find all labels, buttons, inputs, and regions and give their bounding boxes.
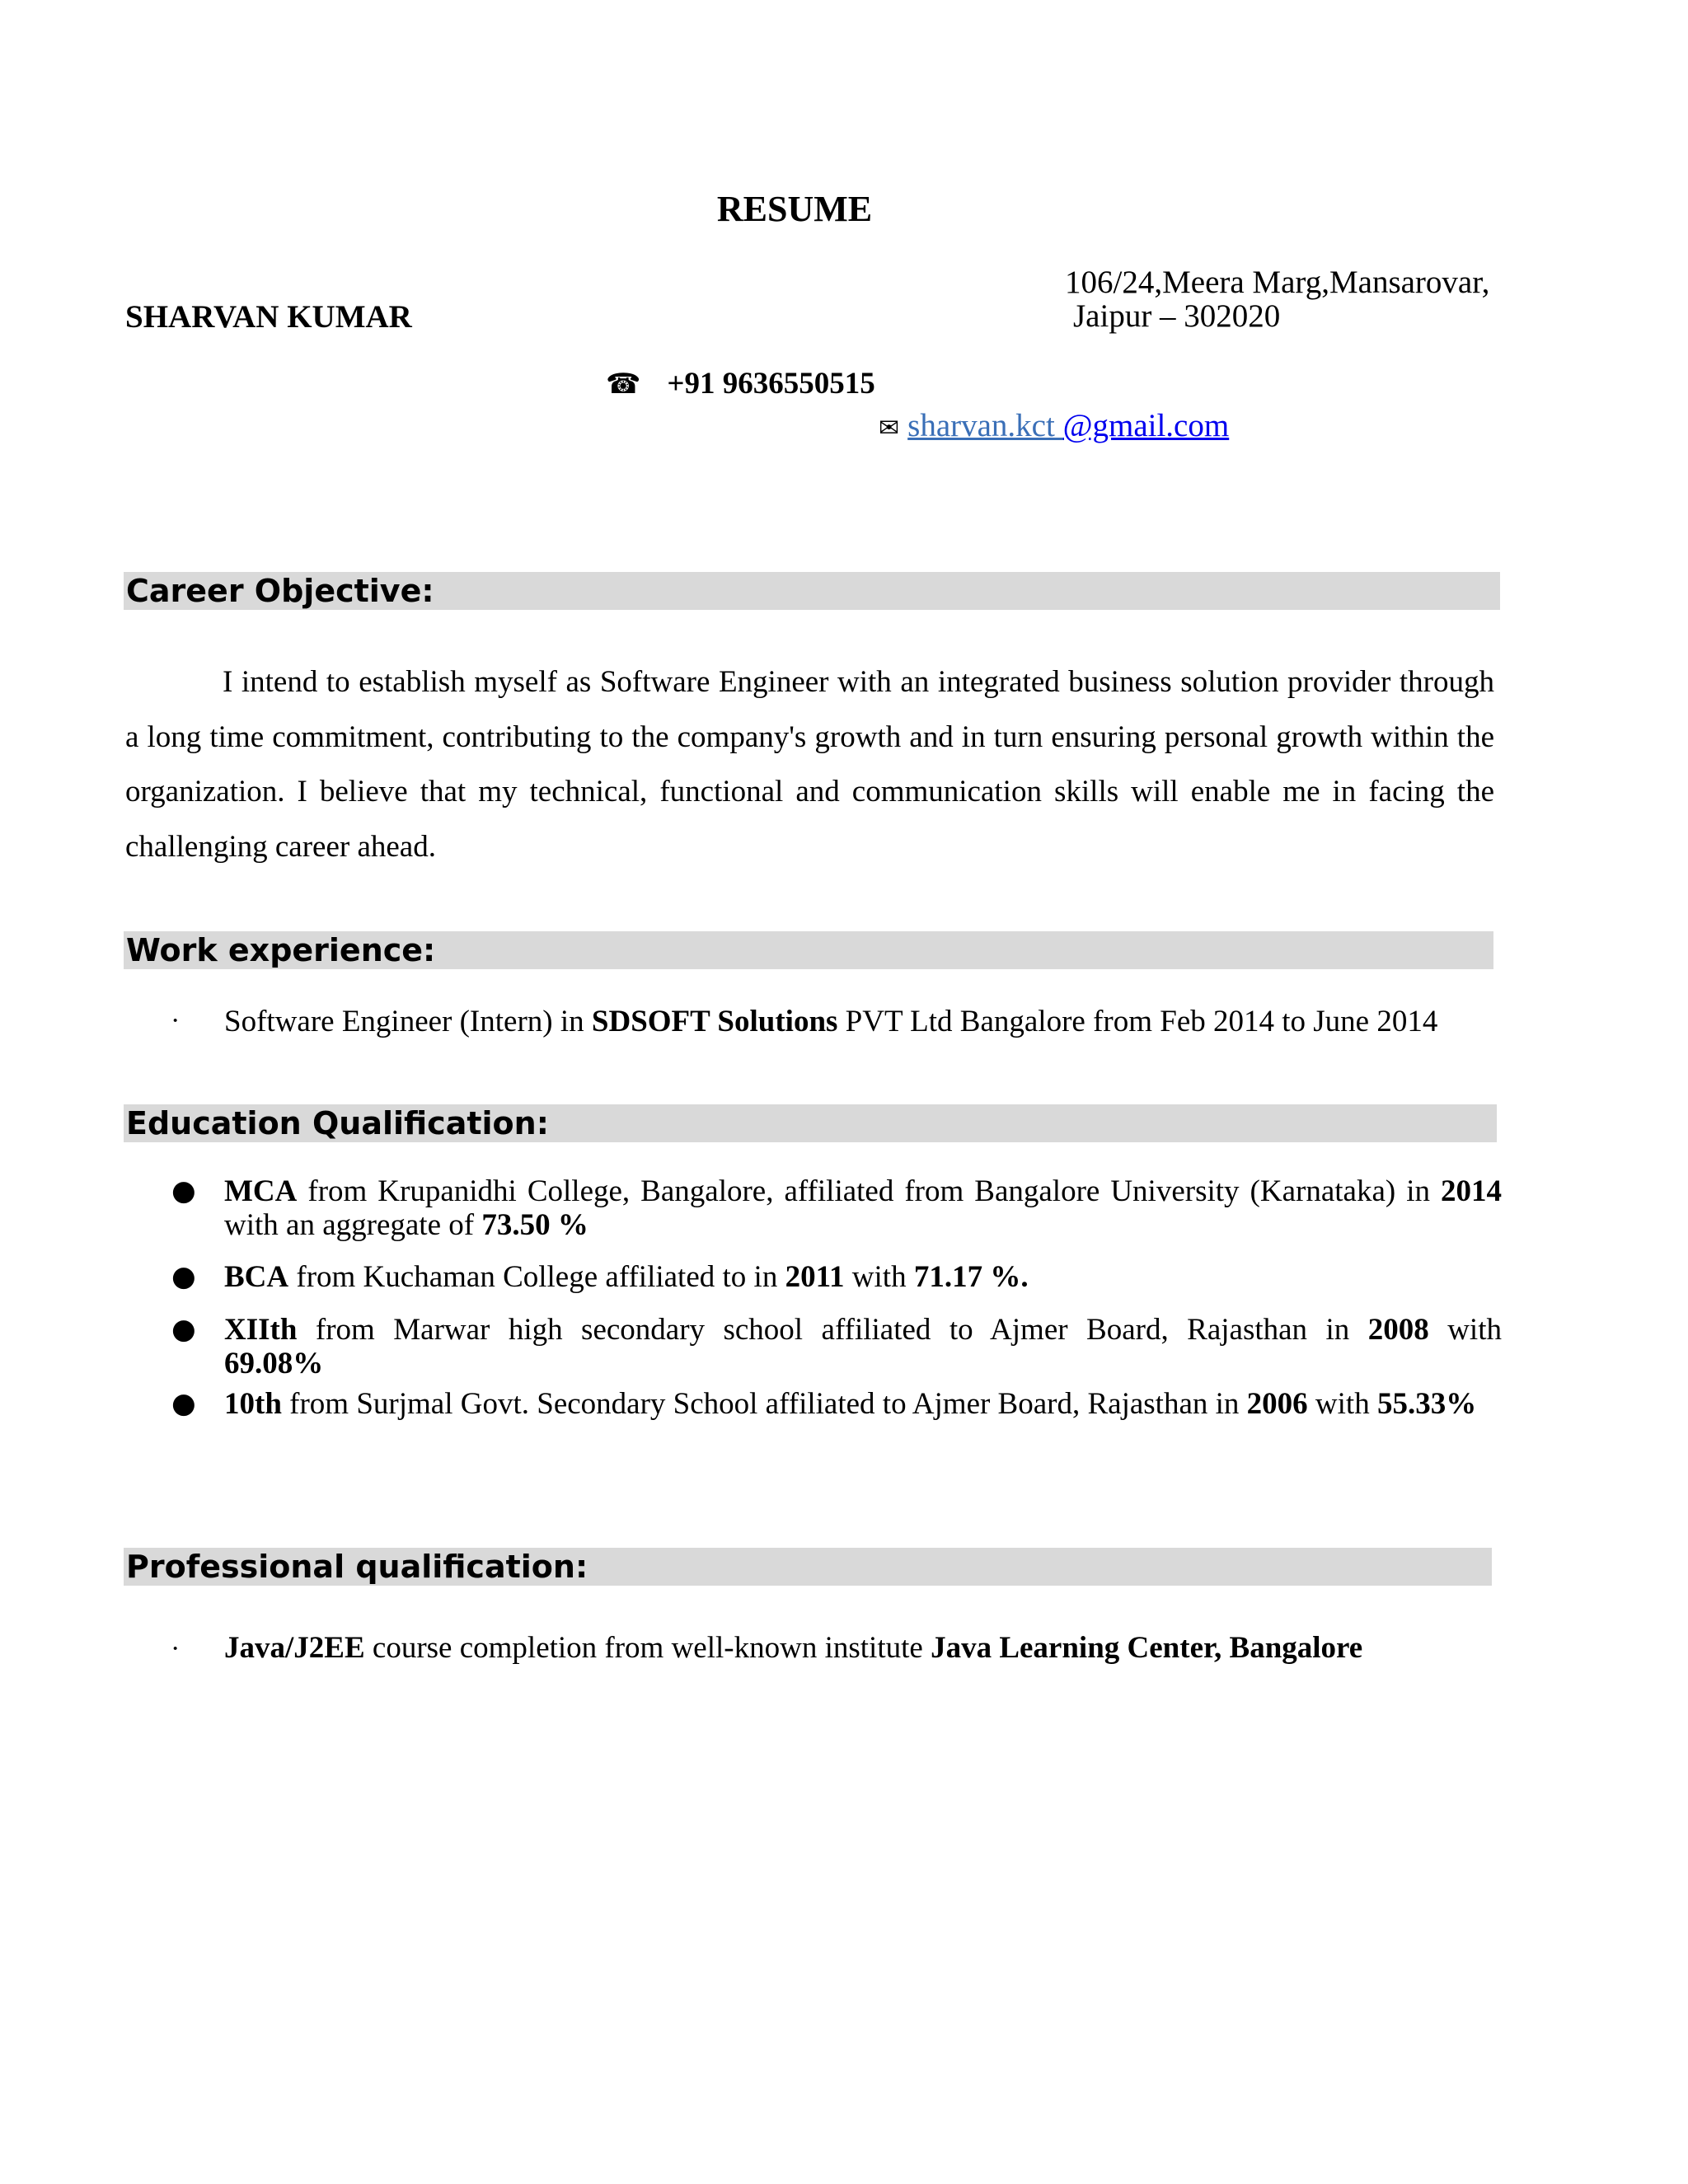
work-details: PVT Ltd Bangalore from Feb 2014 to June 2014 bbox=[837, 1005, 1438, 1038]
email-link-domain[interactable]: @gmail.com bbox=[1062, 408, 1230, 443]
bullet-education-1: ● bbox=[171, 1174, 196, 1207]
work-role: Software Engineer (Intern) in bbox=[224, 1005, 592, 1038]
telephone-icon: ☎ bbox=[606, 368, 641, 401]
bullet-professional: · bbox=[171, 1633, 181, 1664]
course-details: course completion from well-known institute bbox=[364, 1631, 931, 1665]
work-company: SDSOFT Solutions bbox=[591, 1005, 838, 1038]
envelope-icon: ✉ bbox=[879, 414, 900, 443]
address-line-2: Jaipur – 302020 bbox=[1073, 298, 1281, 334]
work-experience-item bbox=[224, 1004, 1437, 1039]
email-link-user[interactable]: sharvan.kct bbox=[907, 408, 1063, 443]
candidate-name: SHARVAN KUMAR bbox=[125, 299, 412, 335]
document-title: RESUME bbox=[716, 189, 873, 229]
phone-number: +91 9636550515 bbox=[667, 367, 875, 401]
institute-name: Java Learning Center, Bangalore bbox=[931, 1631, 1363, 1665]
bullet-education-4: ● bbox=[171, 1387, 196, 1420]
bullet-education-2: ● bbox=[171, 1260, 196, 1293]
education-item-bca: BCA from Kuchaman College affiliated to in 2011 with 71.17 %. bbox=[224, 1260, 1029, 1294]
education-item-xiith: XIIth from Marwar high secondary school affiliated to Ajmer Board, Rajasthan in 2008 with 69.08% bbox=[224, 1313, 1502, 1380]
section-heading-professional: Professional qualification: bbox=[124, 1548, 1492, 1586]
address-block bbox=[1065, 265, 1489, 333]
education-item-10th: 10th from Surjmal Govt. Secondary School affiliated to Ajmer Board, Rajasthan in 2006 with 55.33% bbox=[224, 1387, 1477, 1421]
professional-item bbox=[224, 1630, 1362, 1666]
section-heading-work-experience: Work experience: bbox=[124, 931, 1493, 969]
education-item-mca: MCA from Krupanidhi College, Bangalore, affiliated from Bangalore University (Karnataka) in 2014 with an aggregate of 73.50 % bbox=[224, 1174, 1502, 1242]
address-line-1: 106/24,Meera Marg,Mansarovar, bbox=[1065, 265, 1490, 300]
bullet-education-3: ● bbox=[171, 1313, 196, 1346]
career-objective-text: I intend to establish myself as Software Engineer with an integrated business solution provider through a long time commitment, contributing to the company's growth and in turn ensuring personal growth within the organization. I believe that my technical, functional and communication skills will enable me in facing the challenging career ahead. bbox=[125, 665, 1494, 864]
email-line bbox=[879, 407, 1229, 444]
course-name: Java/J2EE bbox=[224, 1631, 365, 1665]
section-heading-career-objective: Career Objective: bbox=[124, 572, 1500, 610]
section-heading-education: Education Qualification: bbox=[124, 1104, 1497, 1142]
phone-line bbox=[606, 366, 875, 401]
bullet-work: · bbox=[171, 1005, 181, 1036]
